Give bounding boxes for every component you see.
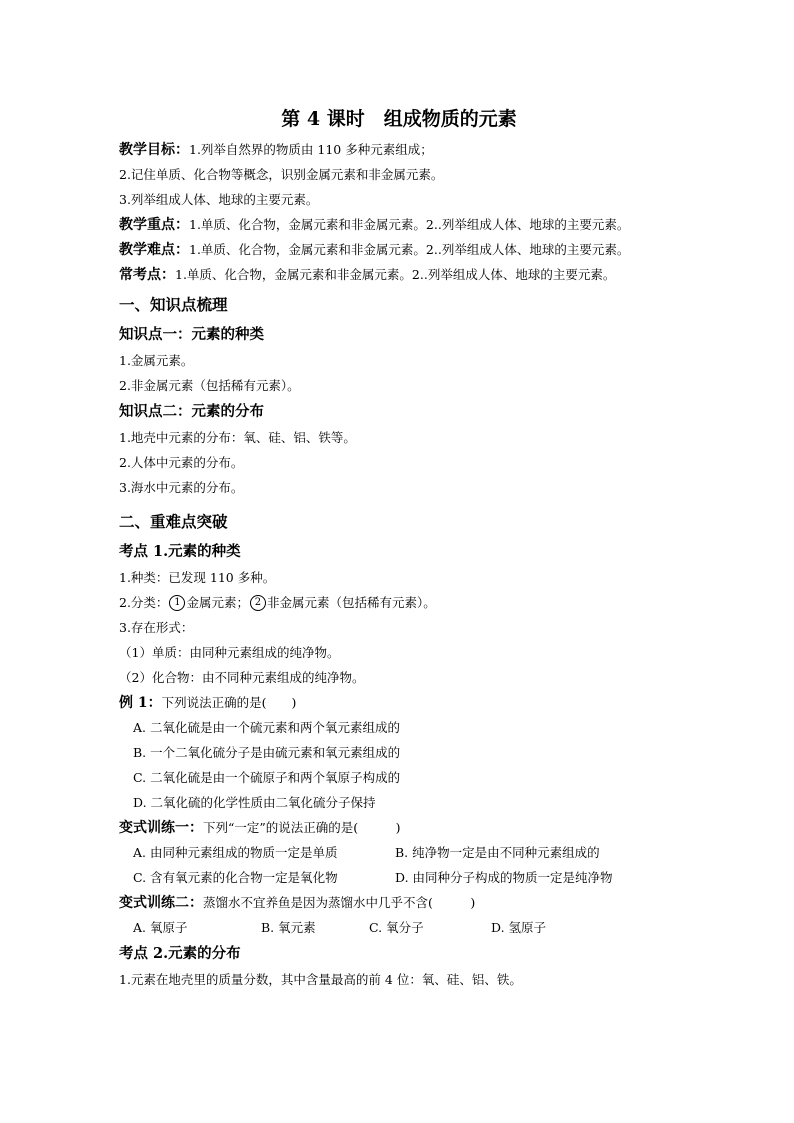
variant-1-option-c: C. 含有氧元素的化合物一定是氧化物 — [133, 870, 338, 885]
classification-nonmetal: 非金属元素（包括稀有元素）。 — [266, 595, 436, 610]
circled-number-2: 2 — [250, 595, 266, 611]
teaching-goals-text-1: 1.列举自然界的物质由 110 多种元素组成； — [189, 142, 433, 157]
knowledge-point-2-line-3: 3.海水中元素的分布。 — [119, 480, 244, 495]
exam-point-2-line-1: 1.元素在地壳里的质量分数，其中含量最高的前 4 位：氧、硅、铝、铁。 — [119, 972, 522, 987]
key-points-line — [119, 212, 679, 237]
teaching-goals-label: 教学目标： — [119, 142, 189, 158]
exam-points-line — [119, 262, 679, 287]
exam-point-1-line-1: 1.种类：已发现 110 多种。 — [119, 570, 276, 585]
exam-point-1-line-2 — [119, 590, 679, 615]
exam-points-label: 常考点： — [119, 267, 175, 283]
knowledge-point-2-line-2: 2.人体中元素的分布。 — [119, 455, 244, 470]
difficult-points-line — [119, 237, 679, 262]
exam-points-text: 1.单质、化合物，金属元素和非金属元素。2..列举组成人体、地球的主要元素。 — [175, 267, 616, 282]
exam-point-1-line-3: 3.存在形式： — [119, 620, 194, 635]
variant-1-label: 变式训练一： — [119, 820, 203, 836]
variant-1-option-a: A. 由同种元素组成的物质一定是单质 — [133, 845, 338, 860]
variant-1-options-row-2 — [119, 865, 679, 890]
variant-2-label: 变式训练二： — [119, 895, 203, 911]
section-heading-knowledge: 一、知识点梳理 — [119, 295, 228, 314]
variant-2-option-d: D. 氢原子 — [491, 920, 547, 935]
teaching-goals-line-1 — [119, 137, 679, 162]
document-content — [119, 105, 679, 992]
variant-1-question-text: 下列“一定”的说法正确的是( ) — [203, 820, 401, 835]
example-1-option-a: A. 二氧化硫是由一个硫元素和两个氧元素组成的 — [133, 720, 400, 735]
knowledge-point-1-line-1: 1.金属元素。 — [119, 353, 194, 368]
section-heading-breakthrough: 二、重难点突破 — [119, 512, 228, 531]
example-1-question — [119, 690, 679, 715]
classification-metal: 金属元素； — [186, 595, 249, 610]
difficult-points-label: 教学难点： — [119, 242, 189, 258]
exam-point-1-heading: 考点 1.元素的种类 — [119, 543, 241, 560]
knowledge-point-2-line-1: 1.地壳中元素的分布：氧、硅、铝、铁等。 — [119, 430, 356, 445]
exam-point-2-heading: 考点 2.元素的分布 — [119, 945, 241, 962]
variant-2-question-text: 蒸馏水不宜养鱼是因为蒸馏水中几乎不含( ) — [203, 895, 476, 910]
variant-1-question — [119, 815, 679, 840]
knowledge-point-1-line-2: 2.非金属元素（包括稀有元素）。 — [119, 378, 300, 393]
example-1-option-b: B. 一个二氧化硫分子是由硫元素和氧元素组成的 — [133, 745, 401, 760]
teaching-goals-line-3: 3.列举组成人体、地球的主要元素。 — [119, 192, 319, 207]
exam-point-1-line-5: （2）化合物：由不同种元素组成的纯净物。 — [119, 670, 365, 685]
variant-2-question — [119, 890, 679, 915]
exam-point-1-line-4: （1）单质：由同种元素组成的纯净物。 — [119, 645, 340, 660]
example-1-option-d: D. 二氧化硫的化学性质由二氧化硫分子保持 — [133, 795, 376, 810]
variant-1-option-b: B. 纯净物一定是由不同种元素组成的 — [395, 845, 600, 860]
key-points-label: 教学重点： — [119, 217, 189, 233]
key-points-text: 1.单质、化合物，金属元素和非金属元素。2..列举组成人体、地球的主要元素。 — [189, 217, 630, 232]
variant-1-option-d: D. 由同种分子构成的物质一定是纯净物 — [395, 870, 613, 885]
variant-2-option-b: B. 氧元素 — [261, 920, 316, 935]
knowledge-point-2-heading: 知识点二：元素的分布 — [119, 403, 264, 420]
knowledge-point-1-heading: 知识点一：元素的种类 — [119, 326, 264, 343]
variant-2-options-row — [119, 915, 679, 940]
classification-prefix: 2.分类： — [119, 595, 169, 610]
example-1-option-c: C. 二氧化硫是由一个硫原子和两个氧原子构成的 — [133, 770, 401, 785]
teaching-goals-line-2: 2.记住单质、化合物等概念，识别金属元素和非金属元素。 — [119, 167, 444, 182]
page-title: 第 4 课时 组成物质的元素 — [281, 108, 517, 130]
variant-2-option-a: A. 氧原子 — [133, 920, 188, 935]
circled-number-1: 1 — [169, 595, 185, 611]
variant-1-options-row-1 — [119, 840, 679, 865]
variant-2-option-c: C. 氧分子 — [369, 920, 424, 935]
example-1-label: 例 1： — [119, 695, 162, 711]
example-1-question-text: 下列说法正确的是( ) — [161, 695, 297, 710]
difficult-points-text: 1.单质、化合物，金属元素和非金属元素。2..列举组成人体、地球的主要元素。 — [189, 242, 630, 257]
